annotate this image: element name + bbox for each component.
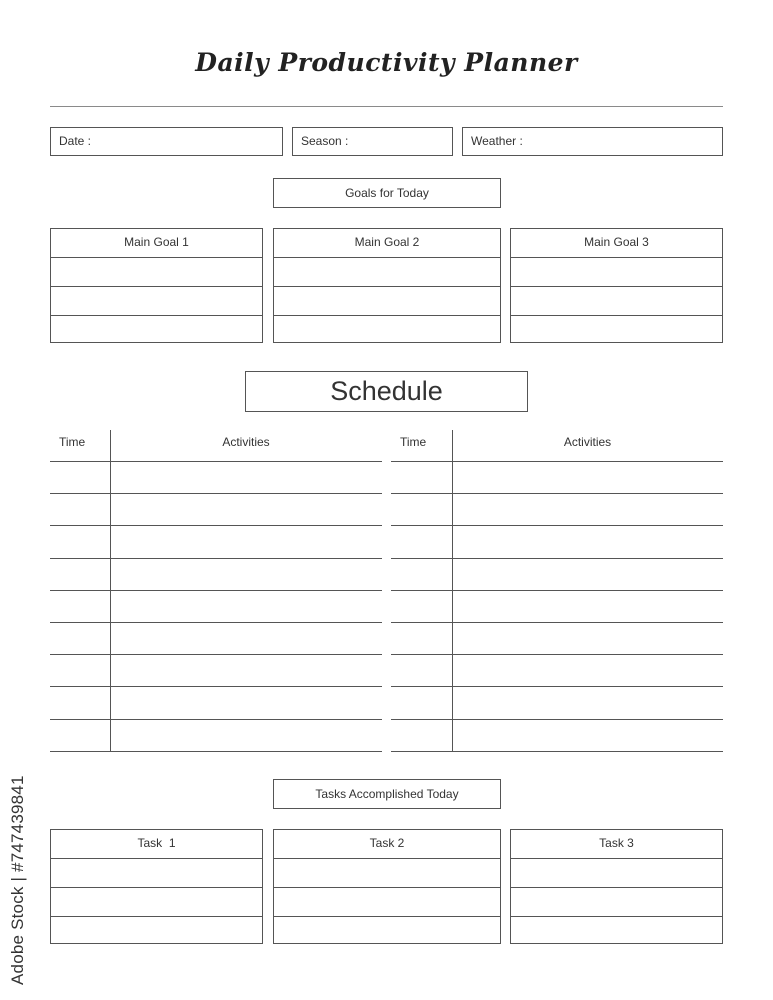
season-label: Season : <box>301 134 349 148</box>
date-field[interactable] <box>50 127 283 156</box>
task-3-line[interactable] <box>511 859 722 888</box>
weather-field[interactable] <box>462 127 723 156</box>
schedule-row-line <box>50 751 382 752</box>
activities-column-header: Activities <box>222 435 270 449</box>
goal-1-line[interactable] <box>51 316 262 344</box>
task-2-line[interactable] <box>274 917 500 945</box>
schedule-row-line <box>391 751 723 752</box>
task-1-line[interactable] <box>51 859 262 888</box>
goal-box-3 <box>510 228 723 343</box>
schedule-row-line <box>391 461 723 462</box>
task-box-3 <box>510 829 723 944</box>
schedule-row-line <box>50 493 382 494</box>
task-3-header: Task 3 <box>511 830 722 859</box>
schedule-row-line <box>50 622 382 623</box>
task-1-line[interactable] <box>51 888 262 917</box>
title-divider <box>50 106 723 107</box>
schedule-row-line <box>50 461 382 462</box>
time-column-header: Time <box>400 435 427 449</box>
task-1-line[interactable] <box>51 917 262 945</box>
schedule-row-line <box>391 525 723 526</box>
schedule-row-line <box>391 558 723 559</box>
schedule-row-line <box>50 686 382 687</box>
activities-column-header: Activities <box>563 435 612 449</box>
stock-watermark: Adobe Stock | #747439841 <box>8 775 27 985</box>
time-column-header: Time <box>59 435 86 449</box>
schedule-row-line <box>391 719 723 720</box>
goal-2-line[interactable] <box>274 287 500 316</box>
schedule-row-line <box>50 525 382 526</box>
season-field[interactable] <box>292 127 453 156</box>
goals-heading: Goals for Today <box>273 178 501 208</box>
task-2-line[interactable] <box>274 859 500 888</box>
goal-1-header: Main Goal 1 <box>51 229 262 258</box>
task-box-2 <box>273 829 501 944</box>
weather-label: Weather : <box>471 134 523 148</box>
date-label: Date : <box>59 134 92 148</box>
schedule-row-line <box>391 493 723 494</box>
goal-box-1 <box>50 228 263 343</box>
page-title: Daily Productivity Planner <box>195 48 578 77</box>
task-3-line[interactable] <box>511 888 722 917</box>
goal-3-line[interactable] <box>511 316 722 344</box>
goal-3-line[interactable] <box>511 287 722 316</box>
goal-2-line[interactable] <box>274 258 500 287</box>
schedule-row-line <box>50 558 382 559</box>
goal-3-header: Main Goal 3 <box>511 229 722 258</box>
goal-2-header: Main Goal 2 <box>274 229 500 258</box>
schedule-row-line <box>50 719 382 720</box>
task-2-header: Task 2 <box>274 830 500 859</box>
schedule-heading: Schedule <box>245 371 528 412</box>
schedule-row-line <box>50 654 382 655</box>
goal-1-line[interactable] <box>51 258 262 287</box>
goal-box-2 <box>273 228 501 343</box>
schedule-table-right <box>391 430 723 751</box>
task-1-header: Task 1 <box>51 830 262 859</box>
schedule-row-line <box>50 590 382 591</box>
schedule-table-left <box>50 430 382 751</box>
tasks-heading: Tasks Accomplished Today <box>273 779 501 809</box>
schedule-row-line <box>391 622 723 623</box>
schedule-row-line <box>391 686 723 687</box>
task-2-line[interactable] <box>274 888 500 917</box>
schedule-row-line <box>391 654 723 655</box>
schedule-row-line <box>391 590 723 591</box>
goal-1-line[interactable] <box>51 287 262 316</box>
task-3-line[interactable] <box>511 917 722 945</box>
task-box-1 <box>50 829 263 944</box>
goal-3-line[interactable] <box>511 258 722 287</box>
goal-2-line[interactable] <box>274 316 500 344</box>
